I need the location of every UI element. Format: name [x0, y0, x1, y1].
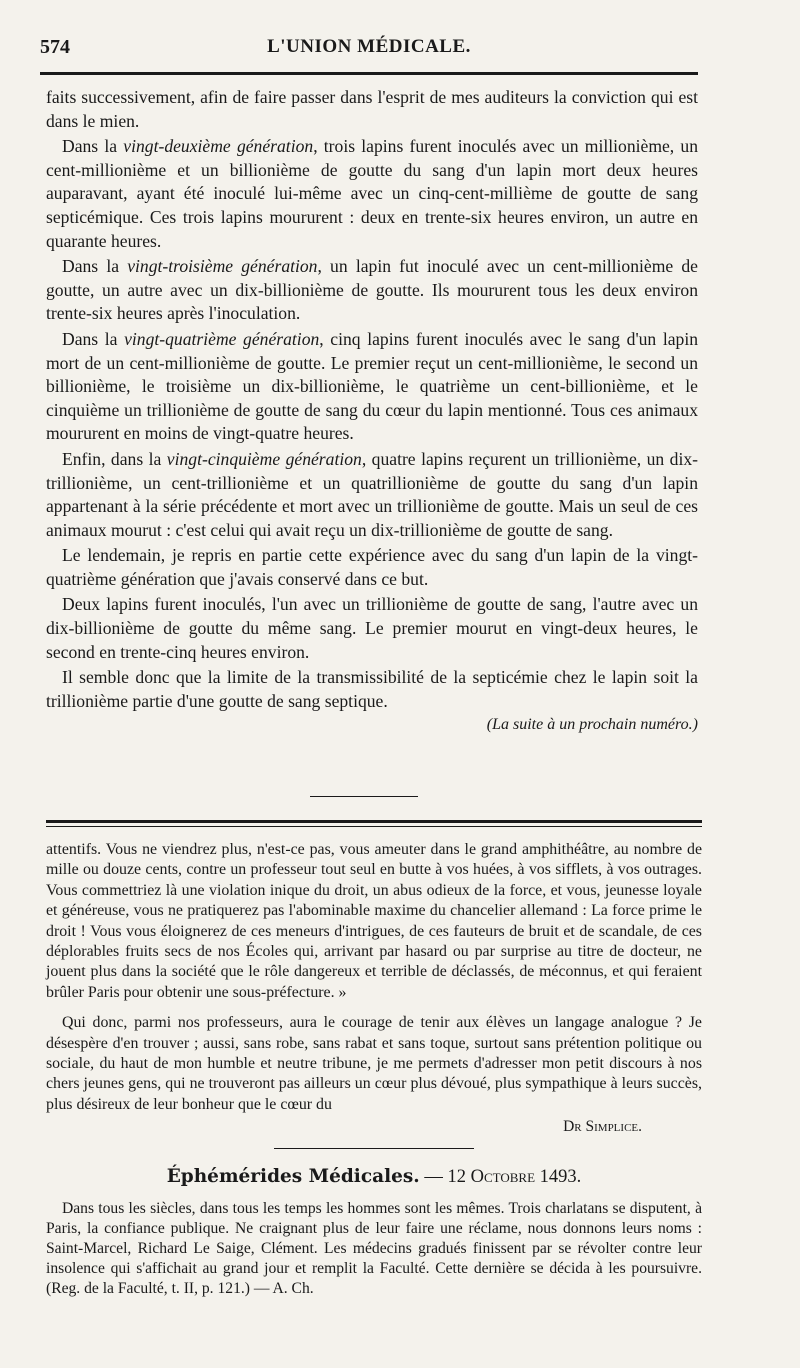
paragraph: Il semble donc que la limite de la transmissibilité de la septicémie chez le lapin soit la trillionième partie d'une goutte de sang septique. [46, 667, 698, 711]
short-separator [310, 796, 418, 797]
header-rule [40, 72, 698, 75]
continuation-note: (La suite à un prochain numéro.) [486, 716, 698, 734]
author-signature: Dr Simplice. [563, 1118, 642, 1136]
paragraph: faits successivement, afin de faire passer dans l'esprit de mes auditeurs la conviction qui est dans le mien. [46, 87, 698, 131]
ephemerides-body [46, 1199, 702, 1299]
paragraph: Deux lapins furent inoculés, l'un avec un trillionième de goutte de sang, l'autre avec un dix-billionième de goutte du même sang. Le premier mourut en vingt-deux heures, le second en trente-cinq heures environ. [46, 594, 698, 662]
page-header [40, 36, 698, 70]
journal-title: L'UNION MÉDICALE. [267, 36, 471, 57]
paragraph: attentifs. Vous ne viendrez plus, n'est-ce pas, vous ameuter dans le grand amphithéâtre, au nombre de mille ou douze cents, contre un professeur tout seul en butte à vos huées, à vos sifflets, à vos outrages. Vous commettriez là une violation inique du droit, un abus odieux de la force, et vous, jeunesse loyale et généreuse, vous ne pratiquerez pas l'abominable maxime du chancelier allemand : La force prime le droit ! Vous vous éloignerez de ces meneurs d'intrigues, de ces fauteurs de bruit et de scandale, de ces déplorables fruits secs de nos Écoles qui, arrivant par hasard ou par surprise au titre de docteur, ne jouent plus dans la société que le rôle dangereux et terrible de déclassés, de méconnus, et qui feraient brûler Paris pour obtenir une sous-préfecture. » [46, 841, 702, 1001]
paragraph: Enfin, dans la vingt-cinquième génération, quatre lapins reçurent un trillionième, un dix-trillionième, un cent-trillionième et un quatrillionième de goutte du sang d'un lapin appartenant à la série précédente et mort avec un trillionième de goutte. Mais un seul de ces animaux mourut : c'est celui qui avait reçu un dix-trillionième de goutte de sang. [46, 448, 698, 540]
paragraph: Dans la vingt-deuxième génération, trois lapins furent inoculés avec un millionième, un cent-millionième et un billionième de goutte du sang d'un lapin mort deux heures auparavant, ayant été inoculé lui-même avec un cinq-cent-millième de goutte de sang septicémique. Ces trois lapins moururent : deux en trente-six heures environ, un autre en quarante heures. [46, 136, 699, 251]
article-top [46, 86, 698, 739]
paragraph: Le lendemain, je repris en partie cette expérience avec du sang d'un lapin de la vingt-quatrième génération que j'avais conservé dans ce but. [46, 545, 698, 589]
paragraph: Qui donc, parmi nos professeurs, aura le courage de tenir aux élèves un langage analogue ? Je désespère d'en trouver ; aussi, sans robe, sans rabat et sans toque, surtout sans prétention politique ou sociale, du haut de mon humble et neutre tribune, je me permets d'adresser mon petit discours à nos chers jeunes gens, qui ne trouveront pas ailleurs un cœur plus dévoué, plus sympathique à leurs succès, plus désireux de leur bonheur que le cœur du [46, 1014, 702, 1113]
section-rule-bottom [46, 826, 702, 827]
paragraph: Dans la vingt-troisième génération, un lapin fut inoculé avec un cent-millionième de goutte, un autre avec un dix-billionième de goutte. Ils moururent tous les deux environ trente-six heures après l'inoculation. [46, 256, 698, 324]
ephemerides-heading: Éphémérides Médicales. — 12 Octobre 1493. [166, 1165, 582, 1187]
page-number: 574 [40, 36, 70, 58]
section-rule-top [46, 820, 702, 823]
paragraph: Dans tous les siècles, dans tous les temps les hommes sont les mêmes. Trois charlatans se disputent, à Paris, la confiance publique. Ne craignant plus de leur faire une réclame, nous donnons leurs noms : Saint-Marcel, Richard Le Saige, Clément. Les médecins gradués finissent par se révolter contre leur insolence qui s'affichait au grand jour et remplit la Faculté. Cette dernière se décida à les poursuivre. (Reg. de la Faculté, t. II, p. 121.) — A. Ch. [46, 1200, 702, 1298]
ephemerides-separator [274, 1148, 474, 1149]
article-bottom [46, 840, 702, 1301]
paragraph: Dans la vingt-quatrième génération, cinq lapins furent inoculés avec le sang d'un lapin mort de un cent-millionième de goutte. Le premier reçut un cent-millionième, le second un billionième, le troisième un dix-billionième, le quatrième un cent-billionième, et le cinquième un trillionième de goutte de sang du cœur du lapin mentionné. Tous ces animaux moururent en moins de vingt-quatre heures. [46, 328, 699, 444]
